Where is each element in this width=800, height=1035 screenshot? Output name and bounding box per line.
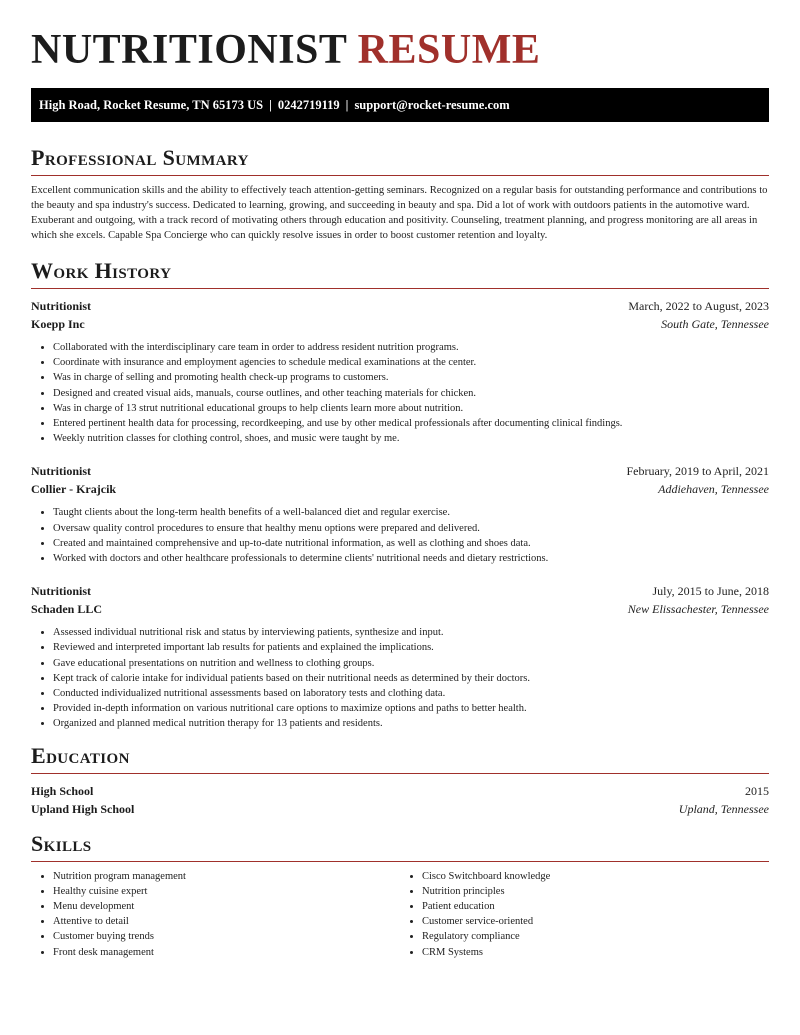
skill-item: • Menu development: [53, 899, 400, 914]
skills-columns: [31, 869, 769, 960]
job-company: Schaden LLC: [31, 602, 103, 617]
title-main: NUTRITIONIST: [31, 27, 347, 73]
job-title: Nutritionist: [31, 299, 91, 313]
skills-list-left: [31, 869, 400, 960]
job-bullet: • Designed and created visual aids, manuals, course outlines, and other teaching materials for chicken.: [53, 386, 769, 401]
job-bullet: • Collaborated with the interdisciplinary care team in order to address resident nutrition programs.: [53, 340, 769, 355]
job-bullet: • Assessed individual nutritional risk and status by interviewing patients, synthesize and input.: [53, 625, 769, 640]
education-degree: High School: [31, 783, 94, 798]
contact-email: support@rocket-resume.com: [354, 98, 510, 112]
job-bullet: • Was in charge of selling and promoting health check-up programs to customers.: [53, 370, 769, 385]
job-location: Addiehaven, Tennessee: [658, 482, 769, 497]
contact-address: High Road, Rocket Resume, TN 65173 US: [39, 98, 264, 112]
job-bullets: [31, 505, 769, 566]
job-bullet: • Organized and planned medical nutrition therapy for 13 patients and residents.: [53, 716, 769, 731]
title-accent: RESUME: [357, 27, 541, 73]
job-bullet: • Entered pertinent health data for processing, recordkeeping, and use by other medical professionals after documenting clinical findings.: [53, 416, 769, 431]
job-bullet: • Coordinate with insurance and employment agencies to schedule medical examinations at the center.: [53, 355, 769, 370]
work-history-heading: Work History: [31, 257, 769, 289]
summary-text: Excellent communication skills and the ability to effectively teach attention-getting seminars. Recognized on a regular basis for outstanding performance and contributions to the beauty and spa industry's success. Dedicated to learning, growing, and succeeding in beauty and spa. Did a lot of work with outdoors patients in the automotive ward. Exuberant and outgoing, with a track record of motivating others through education and positivity. Counseling, treatment planning, and progress monitoring are all areas in which she excels. Capable Spa Concierge who can quickly resolve issues in order to boost customer retention and loyalty.: [31, 185, 768, 241]
job-bullet: • Conducted individualized nutritional assessments based on laboratory tests and clothing data.: [53, 686, 769, 701]
contact-separator: |: [345, 98, 349, 112]
job-entry: [31, 462, 769, 566]
job-entry: [31, 582, 769, 731]
job-bullet: • Provided in-depth information on various nutritional care options to maximize options and paths to better health.: [53, 701, 769, 716]
job-dates: July, 2015 to June, 2018: [652, 584, 769, 599]
job-dates: March, 2022 to August, 2023: [628, 299, 769, 313]
skill-item: • Nutrition program management: [53, 869, 400, 884]
job-title: Nutritionist: [31, 464, 91, 479]
job-bullet: • Kept track of calorie intake for individual patients based on their nutritional needs as determined by their doctors.: [53, 671, 769, 686]
skills-list-right: [400, 869, 769, 960]
skill-item: • Customer service-oriented: [422, 914, 769, 929]
job-entry: [31, 297, 769, 446]
skills-section: [31, 830, 769, 960]
skill-item: • Healthy cuisine expert: [53, 884, 400, 899]
resume-title: [31, 26, 769, 74]
job-location: New Elissachester, Tennessee: [627, 602, 769, 617]
skills-heading: Skills: [31, 830, 769, 862]
education-year: 2015: [745, 783, 769, 798]
education-entry: [31, 782, 769, 818]
education-school: Upland High School: [31, 801, 135, 816]
education-heading: Education: [31, 742, 769, 774]
job-title: Nutritionist: [31, 584, 91, 599]
skill-item: • Nutrition principles: [422, 884, 769, 899]
skill-item: • CRM Systems: [422, 945, 769, 960]
education-section: [31, 742, 769, 818]
contact-separator: |: [269, 98, 272, 112]
skill-item: • Patient education: [422, 899, 769, 914]
job-company: Koepp Inc: [31, 317, 85, 331]
work-history-section: [31, 257, 769, 732]
job-company: Collier - Krajcik: [31, 482, 117, 497]
job-bullet: • Taught clients about the long-term health benefits of a well-balanced diet and regular exercise.: [53, 505, 769, 520]
skill-item: • Cisco Switchboard knowledge: [422, 869, 769, 884]
job-dates: February, 2019 to April, 2021: [626, 464, 769, 479]
contact-bar: [31, 88, 769, 122]
job-bullet: • Was in charge of 13 strut nutritional educational groups to help clients learn more about nutrition.: [53, 401, 769, 416]
job-bullets: [31, 625, 769, 731]
skill-item: • Attentive to detail: [53, 914, 400, 929]
job-bullet: • Reviewed and interpreted important lab results for patients and explained the implications.: [53, 640, 769, 655]
education-location: Upland, Tennessee: [678, 801, 769, 816]
job-bullet: • Created and maintained comprehensive and up-to-date nutritional information, as well as clothing and shoes data.: [53, 536, 769, 551]
resume-page: [31, 0, 769, 960]
skill-item: • Customer buying trends: [53, 929, 400, 944]
job-bullet: • Weekly nutrition classes for clothing control, shoes, and music were taught by me.: [53, 431, 769, 446]
contact-phone: 0242719119: [277, 98, 340, 112]
job-bullets: [31, 340, 769, 446]
job-location: South Gate, Tennessee: [661, 317, 769, 331]
job-bullet: • Oversaw quality control procedures to ensure that healthy menu options were prepared and delivered.: [53, 521, 769, 536]
skill-item: • Front desk management: [53, 945, 400, 960]
job-bullet: • Gave educational presentations on nutrition and wellness to clothing groups.: [53, 656, 769, 671]
summary-heading: Professional Summary: [31, 144, 769, 176]
skill-item: • Regulatory compliance: [422, 929, 769, 944]
job-bullet: • Worked with doctors and other healthcare professionals to determine clients' nutritional needs and dietary restrictions.: [53, 551, 769, 566]
summary-section: [31, 144, 769, 243]
